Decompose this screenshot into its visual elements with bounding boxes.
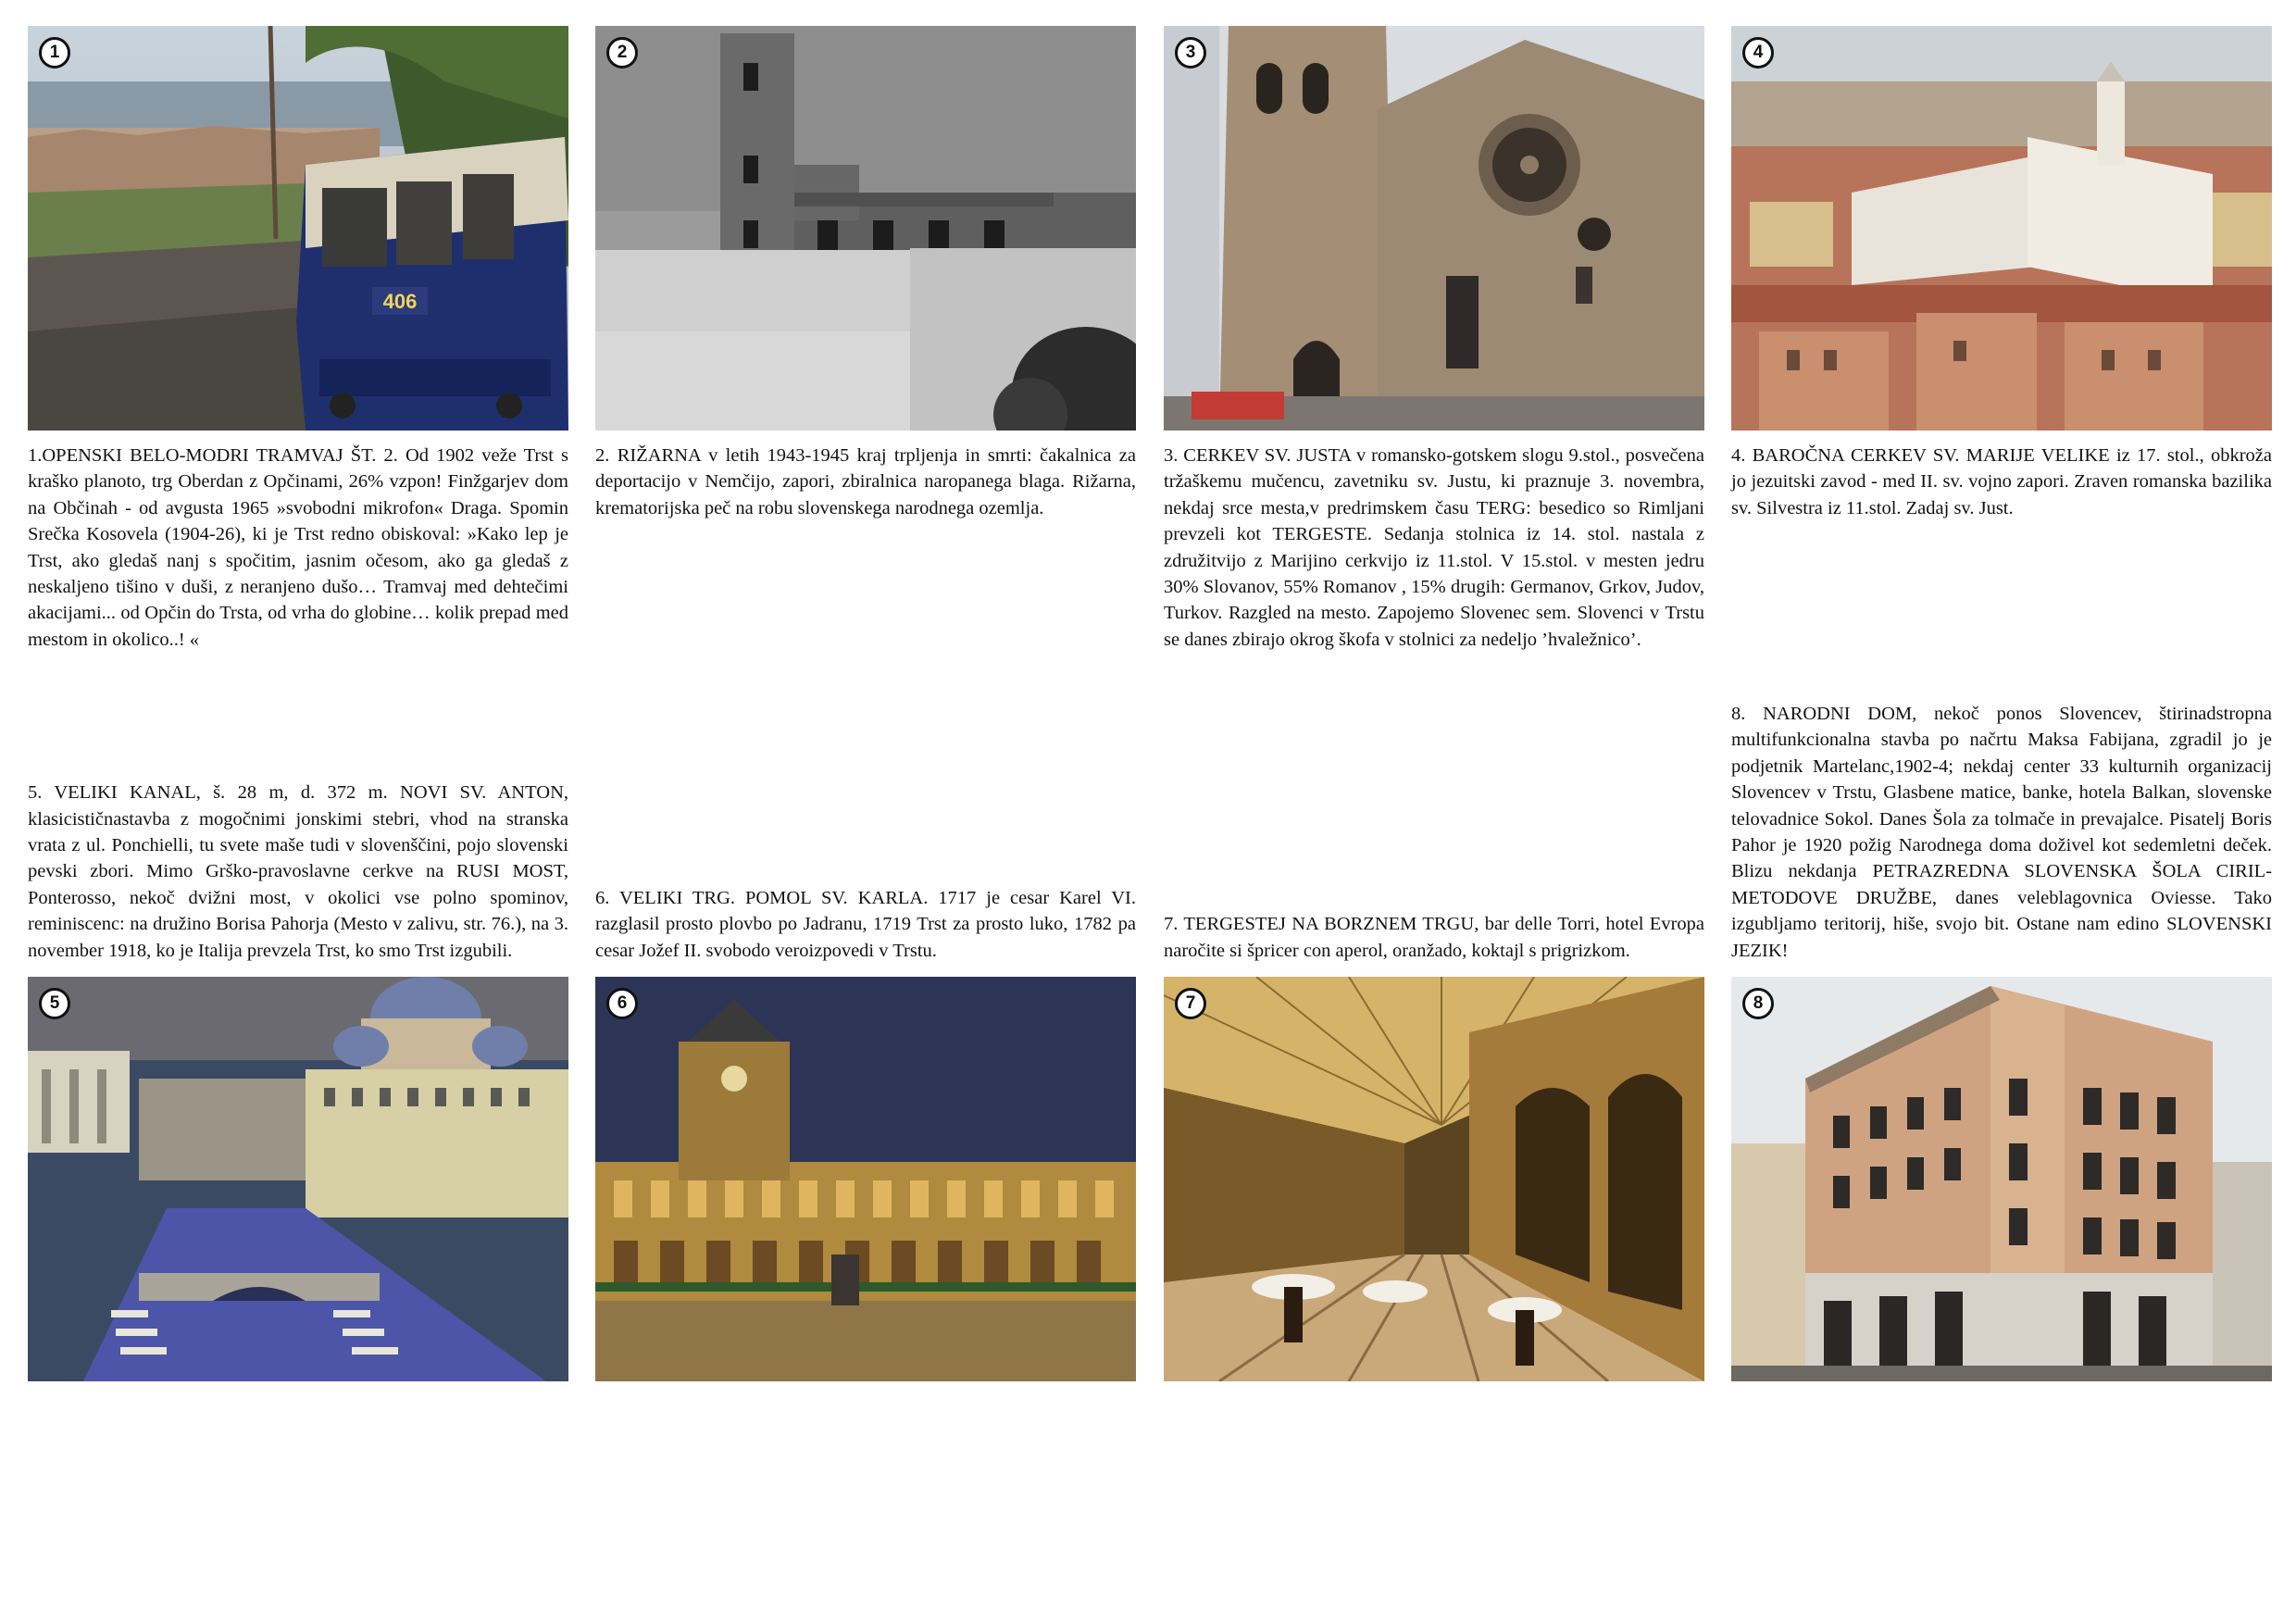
photo-number-badge: 6	[606, 988, 638, 1019]
grand-canal-illustration	[28, 977, 568, 1381]
photo-unity-square	[595, 977, 1136, 1381]
caption-6: 6. VELIKI TRG. POMOL SV. KARLA. 1717 je cesar Karel VI. razglasil prosto plovbo po Jadranu, 1719 Trst za prosto luko, 1782 pa cesar Jožef II. svobodo veroizpovedi v Trstu.	[595, 887, 1136, 961]
photo-tram	[28, 26, 568, 431]
photo-grand-canal	[28, 977, 568, 1381]
photo-number-badge: 2	[606, 37, 638, 69]
caption-2: 2. RIŽARNA v letih 1943-1945 kraj trpljenja in smrti: čakalnica za deportacijo v Nemčijo, zapori, zbiralnica naropanega blaga. Rižarna, krematorijska peč na robu slovenskega narodnega ozemlja.	[595, 445, 1136, 518]
tram-illustration	[28, 26, 568, 431]
rizarna-illustration	[595, 26, 1136, 431]
unity-square-illustration	[595, 977, 1136, 1381]
photo-number-badge: 5	[39, 988, 70, 1019]
photo-baroque-church	[1731, 26, 2272, 431]
caption-1: 1.OPENSKI BELO-MODRI TRAMVAJ ŠT. 2. Od 1902 veže Trst s kraško planoto, trg Oberdan z Opčinami, 26% vzpon! Finžgarjev dom na Občinah - od avgusta 1965 »svobodni mikrofon« Draga. Spomin Srečka Kosovela (1904-26), ki je Trst redno obiskoval: »Kako lep je Trst, ako gledaš nanj s spočitim, jasnim očesom, ako ga gledaš z neskaljeno tišino v duši, z neranjeno dušo… Tramvaj med dehtečimi akacijami... od Opčin do Trsta, od vrha do globine… kolik prepad med mestom in okolico..! «	[28, 445, 568, 650]
narodni-dom-illustration	[1731, 977, 2272, 1381]
photo-number-badge: 7	[1175, 988, 1206, 1019]
photo-cathedral-san-giusto	[1164, 26, 1704, 431]
caption-8: 8. NARODNI DOM, nekoč ponos Slovencev, štirinadstropna multifunkcionalna stavba po načrtu Maksa Fabijana, zgradil jo je podjetnik Martelanc,1902-4; nekdaj center 33 kulturnih organizacij Slovencev v Trstu, Glasbene matice, banke, hotela Balkan, slovenske telovadnice Sokol. Danes Šola za tolmače in prevajalce. Pisatelj Boris Pahor je 1920 požig Narodnega doma doživel kot sedemletni deček. Blizu nekdanja PETRAZREDNA SLOVENSKA ŠOLA CIRIL-METODOVE DRUŽBE, danes veleblagovnica Oviesse. Tako izgubljamo teritorij, hiše, svojo bit. Ostane nam edino SLOVENSKI JEZIK!	[1731, 703, 2272, 961]
cathedral-illustration	[1164, 26, 1704, 431]
caption-5: 5. VELIKI KANAL, š. 28 m, d. 372 m. NOVI SV. ANTON, klasicističnastavba z mogočnimi jonskimi stebri, vhod na stranska vrata z ul. Ponchielli, tu svete maše tudi v slovenščini, pojo slovenski pevski zbori. Mimo Grško-pravoslavne cerkve na RUSI MOST, Ponterosso, nekoč dvižni most, v okolici vse polno spominov, reminiscenc: na družino Borisa Pahorja (Mesto v zalivu, str. 76.), na 3. november 1918, ko je Italija prevzela Trst, ko smo Trst izgubili.	[28, 782, 568, 961]
caption-3: 3. CERKEV SV. JUSTA v romansko-gotskem slogu 9.stol., posvečena tržaškemu mučencu, zavetniku sv. Justu, ki praznuje 3. novembra, nekdaj srce mesta,v predrimskem času TERG: besedico so Rimljani prevzeli kot TERGESTE. Sedanja stolnica iz 14. stol. nastala z združitvijo z Marijino cerkvijo iz 11.stol. V 15.stol. v mesten jedru 30% Slovanov, 55% Romanov , 15% drugih: Germanov, Grkov, Judov, Turkov. Razgled na mesto. Zapojemo Slovenec sem. Slovenci v Trstu se danes zbirajo okrog škofa v stolnici za nedeljo ’hvaležnico’.	[1164, 445, 1704, 650]
photo-narodni-dom	[1731, 977, 2272, 1381]
photo-number-badge: 3	[1175, 37, 1206, 69]
tergesteo-illustration	[1164, 977, 1704, 1381]
baroque-church-illustration	[1731, 26, 2272, 431]
tram-number: 406	[382, 290, 418, 313]
photo-number-badge: 1	[39, 37, 70, 69]
photo-tergesteo-gallery	[1164, 977, 1704, 1381]
photo-number-badge: 4	[1742, 37, 1774, 69]
photo-number-badge: 8	[1742, 988, 1774, 1019]
photo-rizarna	[595, 26, 1136, 431]
caption-7: 7. TERGESTEJ NA BORZNEM TRGU, bar delle Torri, hotel Evropa naročite si špricer con aperol, oranžado, koktajl s prigrizkom.	[1164, 914, 1704, 961]
caption-4: 4. BAROČNA CERKEV SV. MARIJE VELIKE iz 17. stol., obkroža jo jezuitski zavod - med II. sv. vojno zapori. Zraven romanska bazilika sv. Silvestra iz 11.stol. Zadaj sv. Just.	[1731, 445, 2272, 518]
